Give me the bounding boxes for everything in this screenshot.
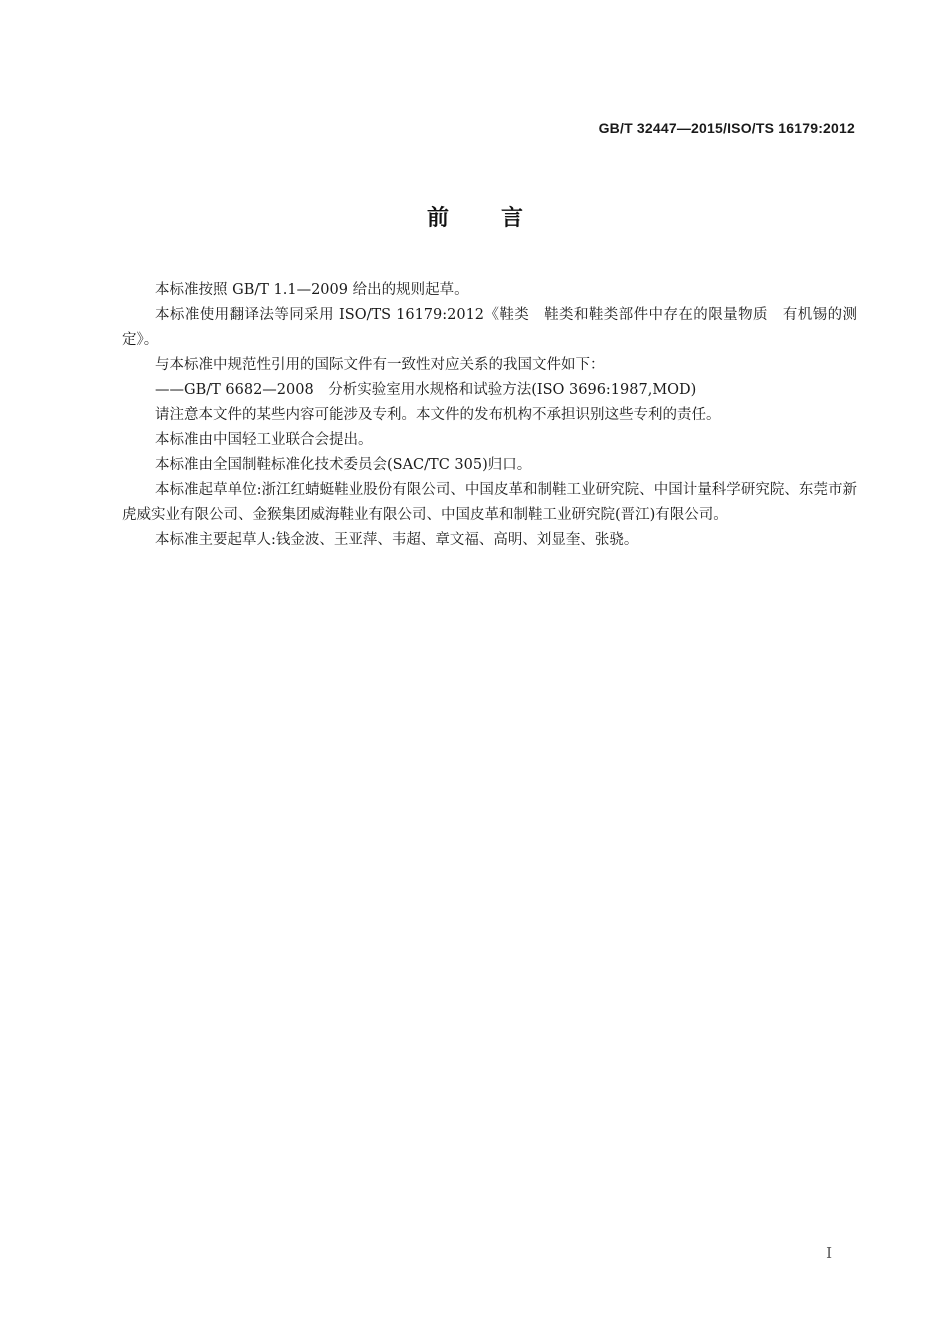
paragraph-adoption: 本标准使用翻译法等同采用 ISO/TS 16179:2012《鞋类 鞋类和鞋类部件中存在的限量物质 有机锡的测定》。	[122, 307, 857, 348]
standard-code-header: GB/T 32447—2015/ISO/TS 16179:2012	[598, 120, 855, 136]
paragraph-committee: 本标准由全国制鞋标准化技术委员会(SAC/TC 305)归口。	[155, 457, 532, 473]
paragraph-drafters: 本标准主要起草人:钱金波、王亚萍、韦超、章文福、高明、刘显奎、张骁。	[155, 532, 639, 548]
paragraph-corresponding-docs: 与本标准中规范性引用的国际文件有一致性对应关系的我国文件如下：	[155, 357, 605, 373]
paragraph-patent-notice: 请注意本文件的某些内容可能涉及专利。本文件的发布机构不承担识别这些专利的责任。	[155, 407, 721, 423]
page-title: 前言	[426, 206, 575, 231]
paragraph-drafting-units: 本标准起草单位:浙江红蜻蜓鞋业股份有限公司、中国皮革和制鞋工业研究院、中国计量科学研究院、东莞市新虎威实业有限公司、金猴集团威海鞋业有限公司、中国皮革和制鞋工业研究院(晋江)有限公司。	[122, 482, 857, 523]
paragraph-reference-item: ——GB/T 6682—2008 分析实验室用水规格和试验方法(ISO 3696:1987,MOD)	[155, 382, 697, 398]
paragraph-proposer: 本标准由中国轻工业联合会提出。	[155, 432, 373, 448]
paragraph-drafting-rules: 本标准按照 GB/T 1.1—2009 给出的规则起草。	[155, 282, 469, 298]
foreword-body	[122, 278, 857, 553]
page-number: I	[826, 1244, 832, 1262]
